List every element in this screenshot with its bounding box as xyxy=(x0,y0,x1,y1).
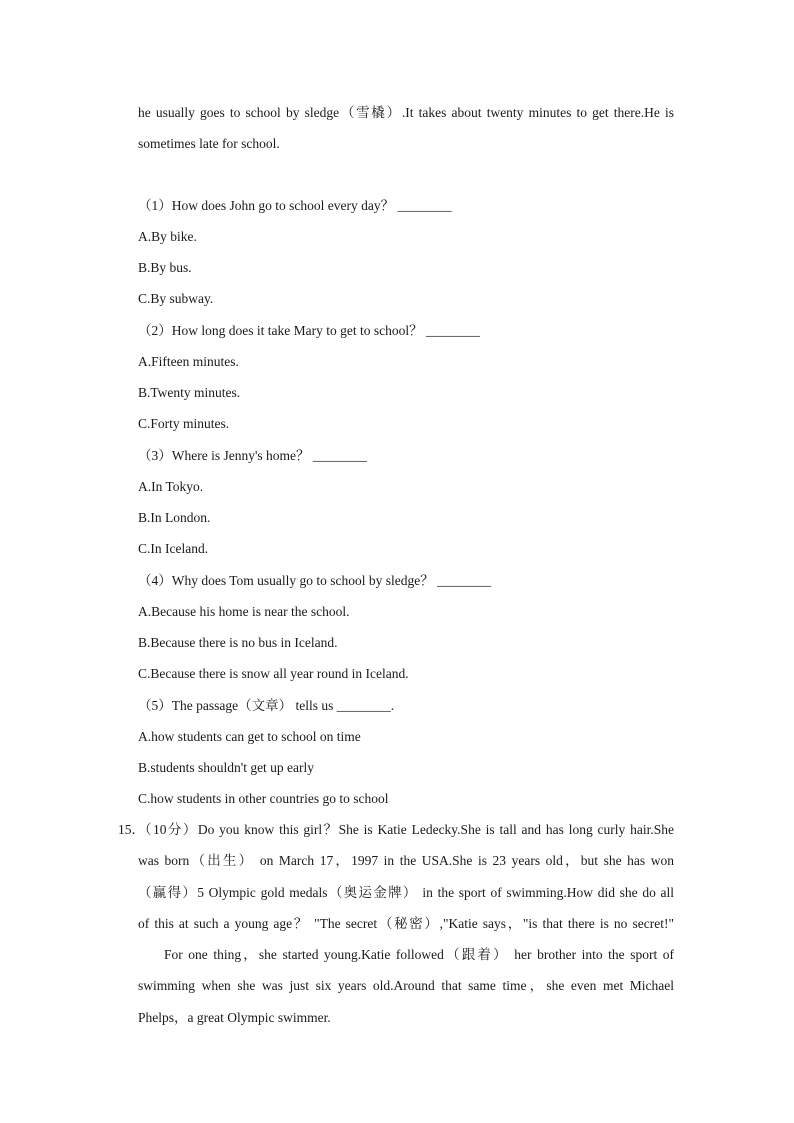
question-15-para2-line-2: swimming when she was just six years old.Around that same time，she even met Michael xyxy=(138,978,674,993)
question-5-prompt: （5）The passage（文章） tells us ________. xyxy=(138,698,395,713)
question-15-para2-line-3: Phelps，a great Olympic swimmer. xyxy=(138,1010,331,1025)
question-1-option-a: A.By bike. xyxy=(138,229,197,244)
question-15-line-3: （赢得）5 Olympic gold medals（奥运金牌） in the sport of swimming.How did she do all xyxy=(138,885,674,900)
question-1-prompt: （1）How does John go to school every day？ ________ xyxy=(138,198,452,213)
question-2-option-a: A.Fifteen minutes. xyxy=(138,354,239,369)
question-15-line-4: of this at such a young age？ "The secret（秘密）,"Katie says，"is that there is no secret!" xyxy=(138,916,674,931)
question-4-option-c: C.Because there is snow all year round in Iceland. xyxy=(138,666,409,681)
intro-line-1: he usually goes to school by sledge（雪橇）.It takes about twenty minutes to get there.He is xyxy=(138,105,674,120)
question-4-option-b: B.Because there is no bus in Iceland. xyxy=(138,635,338,650)
question-3-prompt: （3）Where is Jenny's home？ ________ xyxy=(138,448,367,463)
question-3-option-c: C.In Iceland. xyxy=(138,541,209,556)
question-1-option-b: B.By bus. xyxy=(138,260,192,275)
question-4-prompt: （4）Why does Tom usually go to school by sledge？ ________ xyxy=(138,573,492,588)
question-5-option-c: C.how students in other countries go to school xyxy=(138,791,389,806)
question-15-para2-line-1: For one thing，she started young.Katie followed（跟着） her brother into the sport of xyxy=(164,947,674,962)
question-15-number: 15． xyxy=(118,822,145,837)
question-2-option-c: C.Forty minutes. xyxy=(138,416,230,431)
question-5-option-a: A.how students can get to school on time xyxy=(138,729,361,744)
question-15-line-1: （10分）Do you know this girl？She is Katie Ledecky.She is tall and has long curly hair.She xyxy=(138,822,674,837)
question-15-line-2: was born（出生） on March 17，1997 in the USA.She is 23 years old，but she has won xyxy=(138,853,674,868)
question-2-prompt: （2）How long does it take Mary to get to school？ ________ xyxy=(138,323,480,338)
intro-line-2: sometimes late for school. xyxy=(138,136,280,151)
question-5-option-b: B.students shouldn't get up early xyxy=(138,760,315,775)
question-4-option-a: A.Because his home is near the school. xyxy=(138,604,350,619)
question-3-option-a: A.In Tokyo. xyxy=(138,479,204,494)
question-1-option-c: C.By subway. xyxy=(138,291,214,306)
question-2-option-b: B.Twenty minutes. xyxy=(138,385,241,400)
question-3-option-b: B.In London. xyxy=(138,510,211,525)
